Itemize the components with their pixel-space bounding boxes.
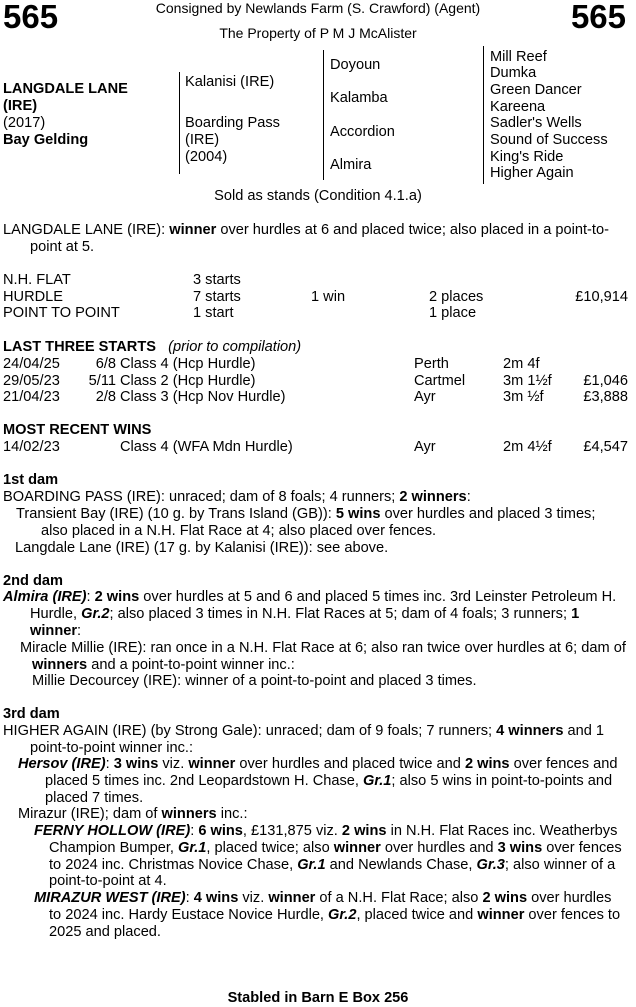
first-dam-text <box>3 489 626 506</box>
text: , placed twice; also <box>206 839 334 856</box>
win-distance: 2m 4½f <box>503 439 552 455</box>
start-position: 5/11 <box>88 373 116 389</box>
text: Millie Decourcey (IRE): winner of a point-to-point and placed 3 times. <box>32 673 477 689</box>
bold-text: 2 wins <box>341 823 387 839</box>
gen3-item: Sound of Success <box>490 132 608 148</box>
bold-text: winner <box>268 890 316 906</box>
summary-winner: winner <box>169 222 217 238</box>
dam-line-1: Boarding Pass <box>185 115 280 131</box>
record-row <box>3 272 628 289</box>
start-row <box>3 356 628 373</box>
hersov-entry <box>3 756 626 806</box>
gen3-item: Sadler's Wells <box>490 115 582 131</box>
horse-name: FERNY HOLLOW (IRE) <box>34 823 191 839</box>
heading-text: LAST THREE STARTS <box>3 339 156 355</box>
gen2-item: Accordion <box>330 124 395 140</box>
start-course: Cartmel <box>414 373 466 389</box>
record-row <box>3 289 628 306</box>
ferny-hollow-entry <box>3 823 626 890</box>
text: : <box>185 890 194 906</box>
text: over fences and placed 5 times inc. 2nd Leopardstown H. Chase, <box>45 756 618 789</box>
horse-name: Hersov (IRE) <box>18 756 106 772</box>
summary <box>3 222 626 256</box>
text: in N.H. Flat Races inc. Weatherbys Champion Bumper, <box>49 823 618 856</box>
bold-text: 2 wins <box>464 756 510 772</box>
bold-text: 5 wins <box>335 506 381 522</box>
start-date: 24/04/25 <box>3 356 60 372</box>
text: : <box>466 489 471 505</box>
start-row <box>3 389 628 406</box>
first-dam-heading: 1st dam <box>3 472 59 488</box>
text: Mirazur (IRE); dam of <box>18 806 162 822</box>
grade-text: Gr.1 <box>177 839 207 856</box>
text: , placed twice and <box>356 906 478 923</box>
text: over hurdles at 5 and 6 and placed 5 times inc. 3rd Leinster Petroleum H. Hurdle, <box>30 589 617 622</box>
gen2-item: Kalamba <box>330 90 388 106</box>
sold-as: Sold as stands (Condition 4.1.a) <box>214 188 422 204</box>
grade-text: Gr.3 <box>476 856 505 873</box>
win-prize: £4,547 <box>583 439 628 455</box>
start-distance: 3m 1½f <box>503 373 552 389</box>
record-type: POINT TO POINT <box>3 305 120 321</box>
gen3-item: Dumka <box>490 65 537 81</box>
text: Langdale Lane (IRE) (17 g. by Kalanisi (IRE)): see above. <box>15 540 389 556</box>
bold-text: 4 wins <box>193 890 239 906</box>
bold-text: 3 wins <box>497 839 543 856</box>
start-race: Class 3 (Hcp Nov Hurdle) <box>120 389 286 405</box>
record-prize: £10,914 <box>575 289 628 305</box>
record-starts: 3 starts <box>193 272 241 288</box>
text: : <box>105 756 114 772</box>
text: over hurdles and <box>380 839 498 856</box>
text: HIGHER AGAIN (IRE) (by Strong Gale): unraced; dam of 9 foals; 7 runners; <box>3 723 497 739</box>
grade-text: Gr.2 <box>81 605 110 622</box>
start-date: 29/05/23 <box>3 373 60 389</box>
second-dam-text <box>3 589 626 639</box>
gen3-item: Mill Reef <box>490 49 547 65</box>
text: ; also winner of a point-to-point at 4. <box>49 856 616 890</box>
sire: Kalanisi (IRE) <box>185 74 275 90</box>
record-starts: 1 start <box>193 305 234 321</box>
text: ; also 5 wins in point-to-points and placed 7 times. <box>45 772 613 806</box>
text: : <box>77 622 82 639</box>
second-dam-heading: 2nd dam <box>3 573 64 589</box>
text: and Newlands Chase, <box>325 856 477 873</box>
gen3-item: Higher Again <box>490 165 574 181</box>
text: inc.: <box>216 806 248 822</box>
bold-text: winners <box>161 806 217 822</box>
property-of: The Property of P M J McAlister <box>219 25 417 41</box>
pedigree-divider <box>483 46 484 184</box>
horse-name: LANGDALE LANE <box>3 81 128 97</box>
gen3-item: Kareena <box>490 99 546 115</box>
text: over fences to 2024 inc. Christmas Novice Chase, <box>49 839 622 873</box>
second-dam-grandfoal <box>3 673 626 690</box>
bold-text: winner <box>188 756 236 772</box>
text: ; also placed 3 times in N.H. Flat Races at 5; dam of 4 foals; 3 runners; <box>109 605 572 622</box>
text: Transient Bay (IRE) (10 g. by Trans Island (GB)): <box>16 506 336 522</box>
record-row <box>3 305 628 322</box>
record-wins: 1 win <box>311 289 346 305</box>
pedigree-divider <box>323 50 324 180</box>
mirazur-west-entry <box>3 890 626 940</box>
last-three-heading <box>3 339 301 356</box>
text: over hurdles to 2024 inc. Hardy Eustace Novice Hurdle, <box>49 890 612 923</box>
start-prize: £1,046 <box>583 373 628 389</box>
dam-name: Almira (IRE) <box>3 589 87 605</box>
record-places: 2 places <box>429 289 484 305</box>
pedigree-divider <box>179 72 180 174</box>
bold-text: 1 winner <box>30 605 580 639</box>
record-type: HURDLE <box>3 289 64 305</box>
bold-text: winners <box>32 656 88 673</box>
text: Miracle Millie (IRE): ran once in a N.H. Flat Race at 6; also ran twice over hurdles at 6; dam of <box>20 640 626 656</box>
win-race: Class 4 (WFA Mdn Hurdle) <box>120 439 293 455</box>
text: BOARDING PASS (IRE): unraced; dam of 8 foals; 4 runners; <box>3 489 400 505</box>
text: over hurdles and placed twice and <box>235 756 465 772</box>
bold-text: 2 winners <box>399 489 467 505</box>
text: over fences to 2025 and placed. <box>49 906 621 940</box>
recent-wins-heading: MOST RECENT WINS <box>3 422 152 438</box>
start-race: Class 2 (Hcp Hurdle) <box>120 373 256 389</box>
gen3-item: Green Dancer <box>490 82 582 98</box>
gen3-item: King's Ride <box>490 149 564 165</box>
start-race: Class 4 (Hcp Hurdle) <box>120 356 256 372</box>
bold-text: winner <box>333 839 381 856</box>
second-dam-foal <box>3 640 626 674</box>
text: and a point-to-point winner inc.: <box>87 656 295 673</box>
text: viz. <box>238 890 269 906</box>
start-row <box>3 373 628 390</box>
start-course: Ayr <box>414 389 436 405</box>
record-starts: 7 starts <box>193 289 241 305</box>
text: over hurdles and placed 3 times; also placed in a N.H. Flat Race at 4; also placed over fences. <box>41 506 596 539</box>
grade-text: Gr.1 <box>363 772 392 789</box>
summary-name: LANGDALE LANE (IRE): <box>3 222 170 238</box>
start-course: Perth <box>414 356 449 372</box>
win-course: Ayr <box>414 439 436 455</box>
text: , £131,875 viz. <box>242 823 342 839</box>
text: viz. <box>158 756 189 772</box>
lot-number-left: 565 <box>3 0 59 35</box>
bold-text: winner <box>477 906 525 923</box>
lot-number-right: 565 <box>570 0 626 35</box>
grade-text: Gr.1 <box>297 856 326 873</box>
gen2-item: Almira <box>330 157 372 173</box>
first-dam-foal <box>3 506 626 540</box>
win-row <box>3 439 628 456</box>
gen2-item: Doyoun <box>330 57 381 73</box>
start-position: 6/8 <box>95 356 116 372</box>
summary-rest: over hurdles at 6 and placed twice; also placed in a point-to-point at 5. <box>30 222 609 255</box>
start-distance: 3m ½f <box>503 389 544 405</box>
horse-year: (2017) <box>3 115 46 131</box>
stabled-location: Stabled in Barn E Box 256 <box>227 990 409 1006</box>
start-date: 21/04/23 <box>3 389 60 405</box>
win-date: 14/02/23 <box>3 439 60 455</box>
record-places: 1 place <box>429 305 477 321</box>
bold-text: 2 wins <box>94 589 140 605</box>
mirazur-entry <box>3 806 626 823</box>
bold-text: 6 wins <box>198 823 243 839</box>
bold-text: 2 wins <box>482 890 528 906</box>
third-dam-text <box>3 723 626 757</box>
consignor: Consigned by Newlands Farm (S. Crawford) (Agent) <box>155 0 481 16</box>
dam-line-2: (IRE) <box>185 132 220 148</box>
horse-name: MIRAZUR WEST (IRE) <box>34 890 186 906</box>
heading-note: (prior to compilation) <box>168 339 302 355</box>
text: : <box>190 823 199 839</box>
horse-sex: Bay Gelding <box>3 132 89 148</box>
text: and 1 point-to-point winner inc.: <box>30 723 605 756</box>
dam-line-3: (2004) <box>185 149 228 165</box>
text: : <box>86 589 95 605</box>
bold-text: 3 wins <box>113 756 159 772</box>
horse-origin: (IRE) <box>3 98 38 114</box>
bold-text: 4 winners <box>496 723 564 739</box>
record-type: N.H. FLAT <box>3 272 71 288</box>
grade-text: Gr.2 <box>328 906 357 923</box>
third-dam-heading: 3rd dam <box>3 706 60 722</box>
text: of a N.H. Flat Race; also <box>315 890 483 906</box>
start-distance: 2m 4f <box>503 356 540 372</box>
start-position: 2/8 <box>95 389 116 405</box>
start-prize: £3,888 <box>583 389 628 405</box>
first-dam-foal <box>3 540 626 557</box>
